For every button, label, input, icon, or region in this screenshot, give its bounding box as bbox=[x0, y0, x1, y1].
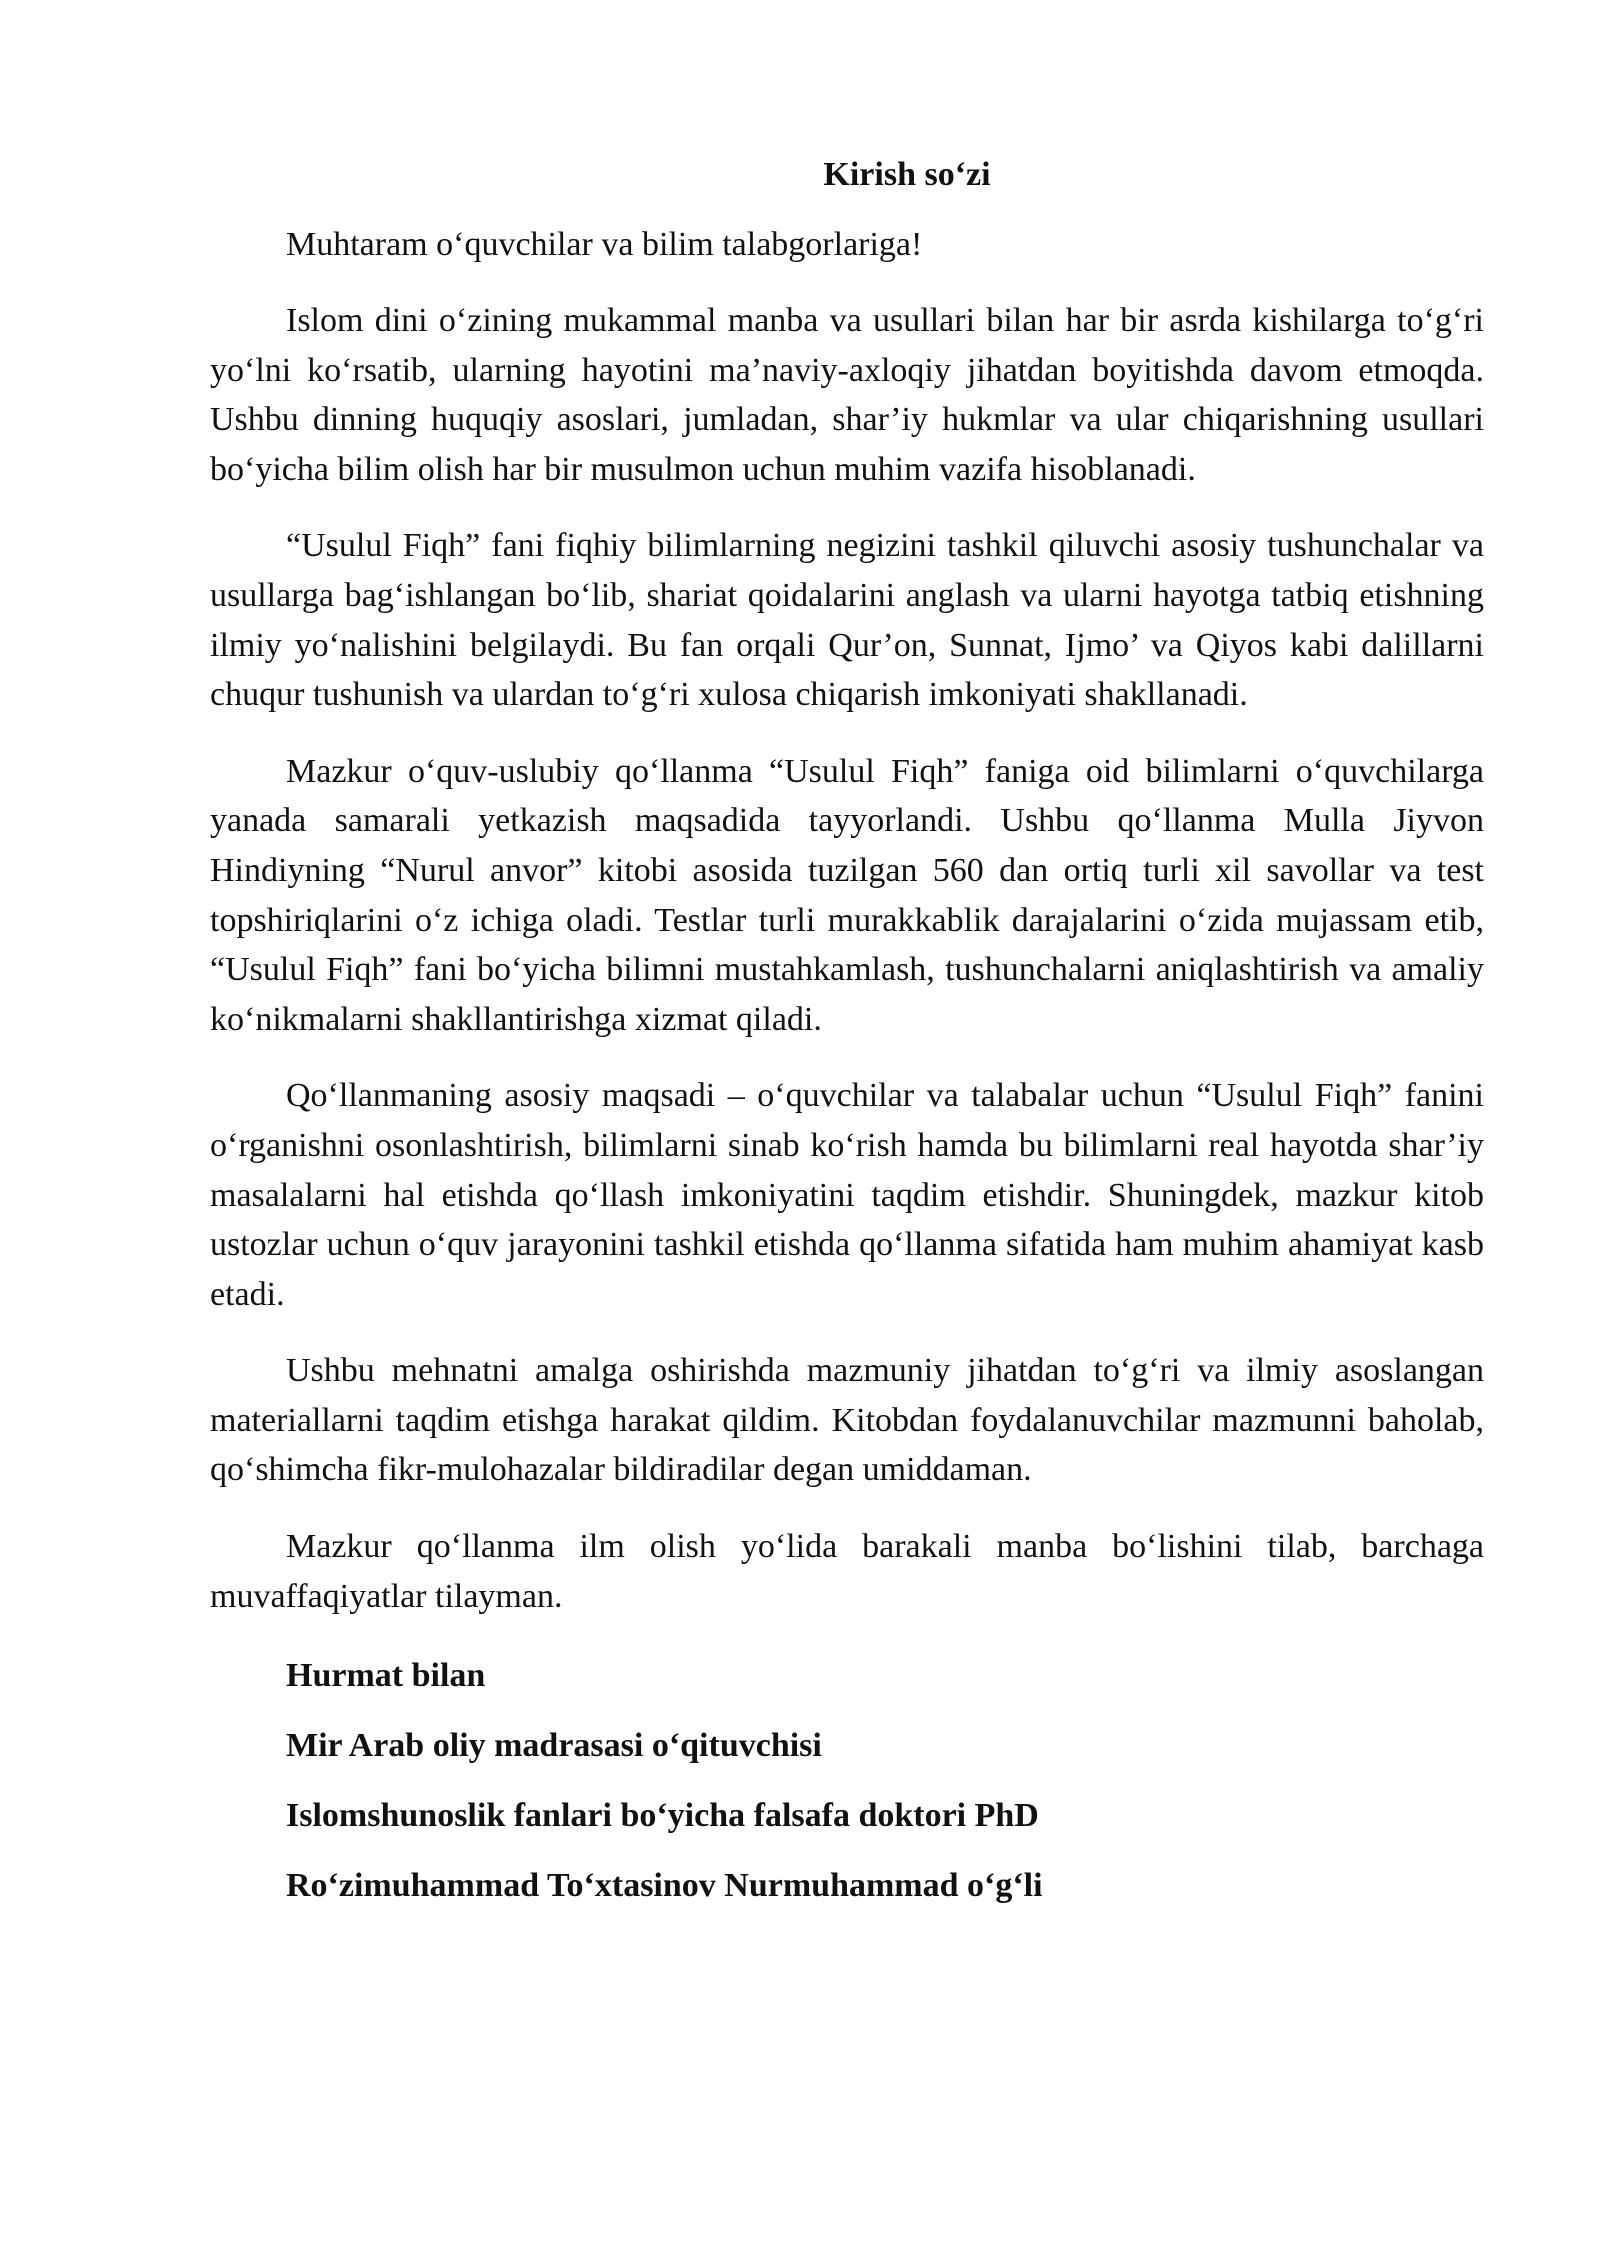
document-title: Kirish so‘zi bbox=[823, 156, 991, 193]
signature-author-name: Ro‘zimuhammad To‘xtasinov Nurmuhammad o‘g‘li bbox=[286, 1867, 1043, 1905]
paragraph-2: “Usulul Fiqh” fani fiqhiy bilimlarning negizini tashkil qiluvchi asosiy tushunchalar va usullarga bag‘ishlangan bo‘lib, shariat qoidalarini anglash va ularni hayotga tatbiq etishning ilmiy yo‘nalishini belgilaydi. Bu fan orqali Qur’on, Sunnat, Ijmo’ va Qiyos kabi dalillarni chuqur tushunish va ulardan to‘g‘ri xulosa chiqarish imkoniyati shakllanadi. bbox=[210, 527, 1484, 714]
paragraph-4: Qo‘llanmaning asosiy maqsadi – o‘quvchilar va talabalar uchun “Usulul Fiqh” fanini o‘rganishni osonlashtirish, bilimlarni sinab ko‘rish hamda bu bilimlarni real hayotda shar’iy masalalarni hal etishda qo‘llash imkoniyatini taqdim etishdir. Shuningdek, mazkur kitob ustozlar uchun o‘quv jarayonini tashkil etishda qo‘llanma sifatida ham muhim ahamiyat kasb etadi. bbox=[210, 1077, 1484, 1313]
paragraph-3: Mazkur o‘quv-uslubiy qo‘llanma “Usulul Fiqh” faniga oid bilimlarni o‘quvchilarga yanada samarali yetkazish maqsadida tayyorlandi. Ushbu qo‘llanma Mulla Jiyvon Hindiyning “Nurul anvor” kitobi asosida tuzilgan 560 dan ortiq turli xil savollar va test topshiriqlarini o‘z ichiga oladi. Testlar turli murakkablik darajalarini o‘zida mujassam etib, “Usulul Fiqh” fani bo‘yicha bilimni mustahkamlash, tushunchalarni aniqlashtirish va amaliy ko‘nikmalarni shakllantirishga xizmat qiladi. bbox=[210, 752, 1484, 1038]
signature-position: Mir Arab oliy madrasasi o‘qituvchisi bbox=[286, 1727, 822, 1765]
greeting-line: Muhtaram o‘quvchilar va bilim talabgorlariga! bbox=[286, 226, 923, 263]
signature-closing: Hurmat bilan bbox=[286, 1657, 486, 1695]
signature-degree: Islomshunoslik fanlari bo‘yicha falsafa doktori PhD bbox=[286, 1797, 1039, 1835]
document-page bbox=[210, 150, 1484, 1931]
paragraph-5: Ushbu mehnatni amalga oshirishda mazmuniy jihatdan to‘g‘ri va ilmiy asoslangan materiallarni taqdim etishga harakat qildim. Kitobdan foydalanuvchilar mazmunni baholab, qo‘shimcha fikr-mulohazalar bildiradilar degan umiddaman. bbox=[210, 1352, 1484, 1489]
paragraph-6: Mazkur qo‘llanma ilm olish yo‘lida barakali manba bo‘lishini tilab, barchaga muvaffaqiyatlar tilayman. bbox=[210, 1528, 1484, 1615]
paragraph-1: Islom dini o‘zining mukammal manba va usullari bilan har bir asrda kishilarga to‘g‘ri yo‘lni ko‘rsatib, ularning hayotini ma’naviy-axloqiy jihatdan boyitishda davom etmoqda. Ushbu dinning huquqiy asoslari, jumladan, shar’iy hukmlar va ular chiqarishning usullari bo‘yicha bilim olish har bir musulmon uchun muhim vazifa hisoblanadi. bbox=[210, 302, 1484, 488]
